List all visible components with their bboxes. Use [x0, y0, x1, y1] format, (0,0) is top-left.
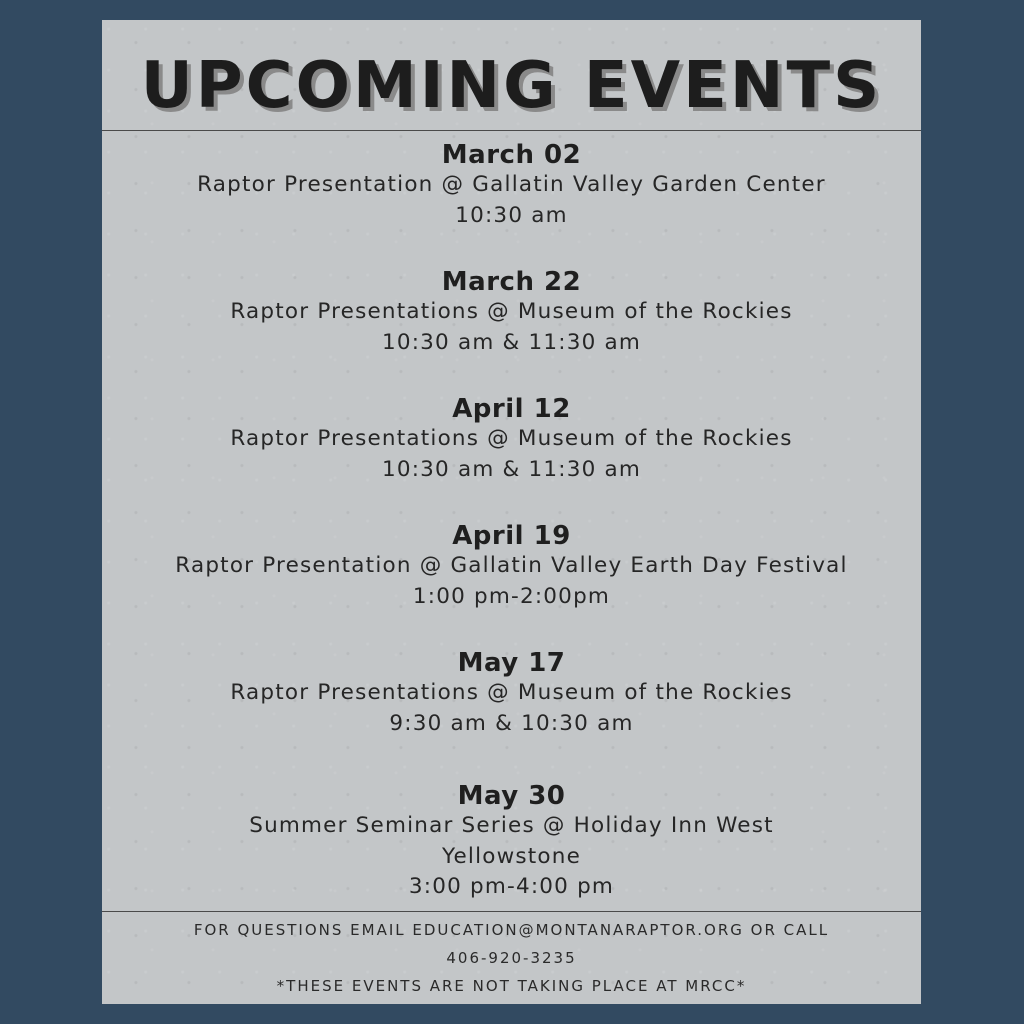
event-item	[102, 521, 921, 612]
event-date: March 02	[441, 140, 582, 170]
event-date: April 19	[452, 521, 571, 551]
event-date: May 30	[457, 781, 566, 811]
event-poster	[102, 20, 921, 1004]
contact-line: FOR QUESTIONS EMAIL EDUCATION@MONTANARAPTOR.ORG OR CALL	[193, 921, 830, 939]
phone-number: 406-920-3235	[446, 949, 577, 967]
event-title: Raptor Presentation @ Gallatin Valley Earth Day Festival	[175, 553, 848, 578]
poster-title: UPCOMING EVENTS	[140, 49, 883, 123]
bottom-divider	[102, 911, 921, 912]
event-date: April 12	[452, 394, 571, 424]
event-title: Raptor Presentation @ Gallatin Valley Garden Center	[197, 172, 826, 197]
event-item	[102, 140, 921, 231]
event-item	[102, 394, 921, 485]
event-title: Raptor Presentations @ Museum of the Rockies	[230, 299, 793, 324]
event-title: Raptor Presentations @ Museum of the Rockies	[230, 426, 793, 451]
event-time: 9:30 am & 10:30 am	[389, 710, 634, 736]
event-item	[102, 781, 921, 903]
event-date: March 22	[441, 267, 582, 297]
event-title: Summer Seminar Series @ Holiday Inn West	[249, 813, 774, 838]
event-date: May 17	[457, 648, 566, 678]
top-divider	[102, 130, 921, 131]
event-time: 1:00 pm-2:00pm	[412, 583, 611, 609]
event-title: Raptor Presentations @ Museum of the Rockies	[230, 680, 793, 705]
event-time: 10:30 am	[455, 202, 568, 228]
event-time: 10:30 am & 11:30 am	[381, 329, 642, 355]
event-item	[102, 648, 921, 739]
event-item	[102, 267, 921, 358]
location-note: *THESE EVENTS ARE NOT TAKING PLACE AT MRCC*	[276, 977, 747, 995]
event-title-continued: Yellowstone	[441, 843, 582, 869]
event-time: 3:00 pm-4:00 pm	[408, 874, 615, 899]
event-time: 10:30 am & 11:30 am	[381, 456, 642, 482]
